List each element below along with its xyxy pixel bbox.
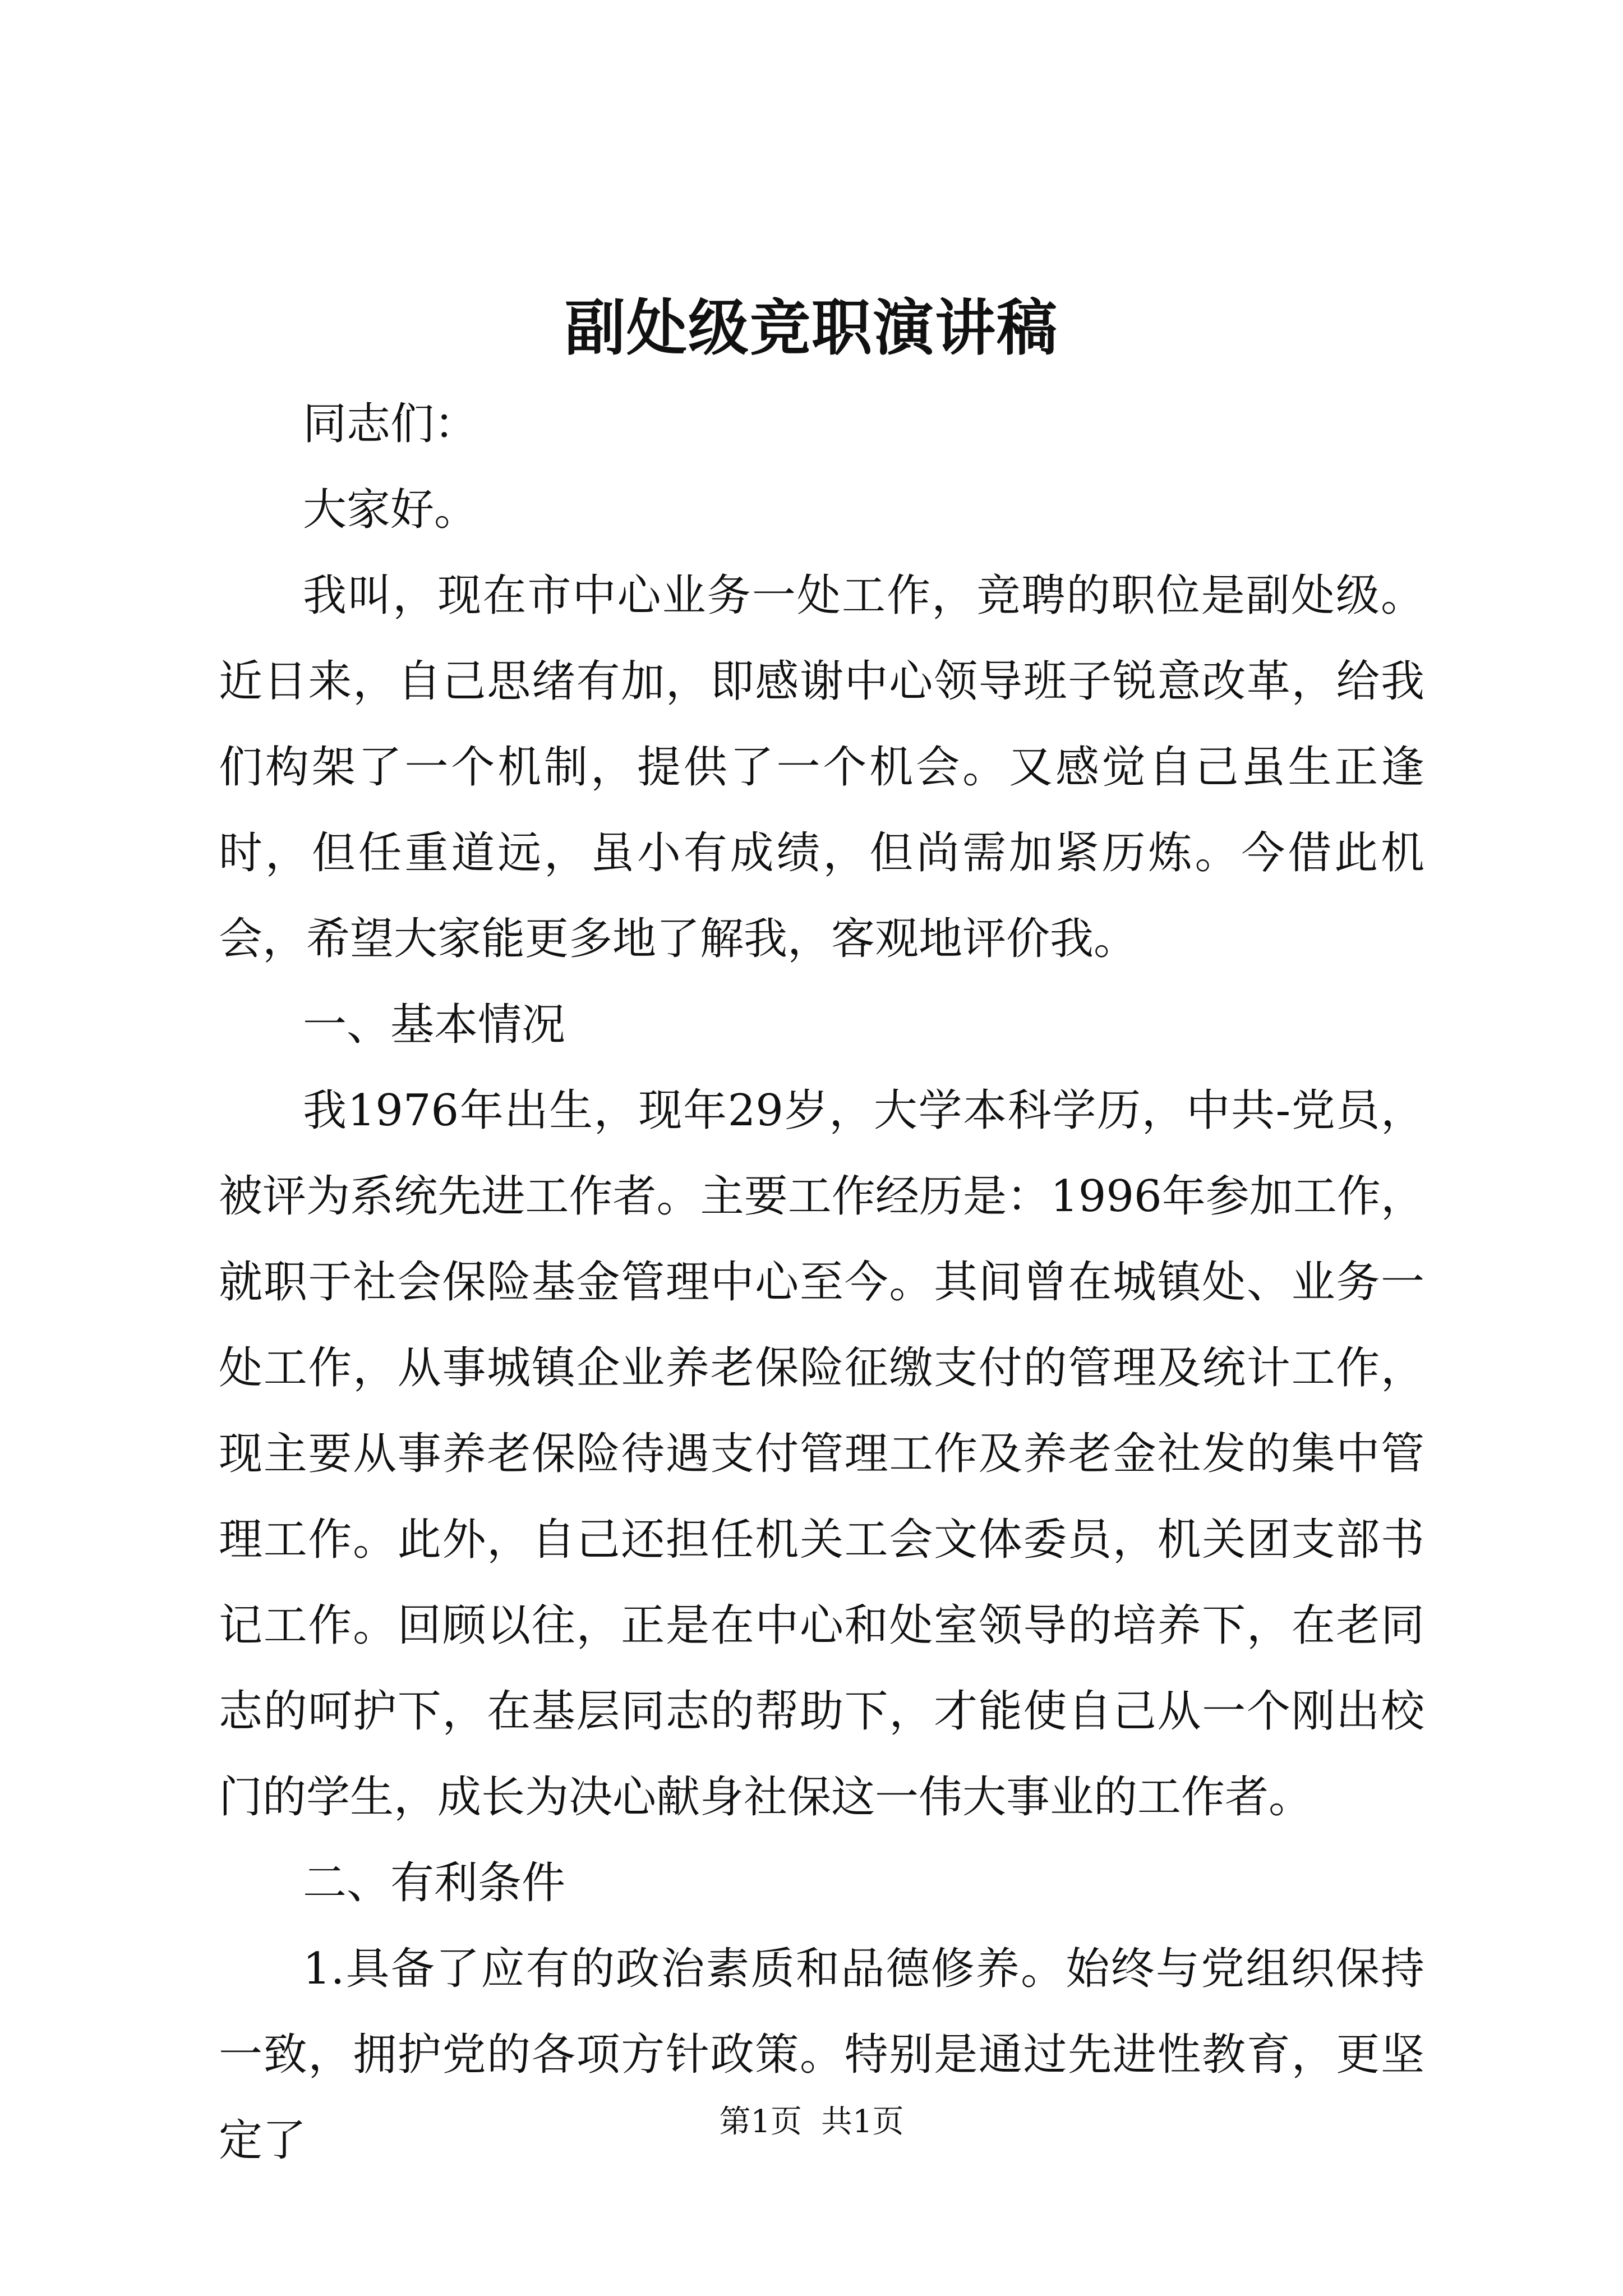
intro-paragraph: 我叫，现在市中心业务一处工作，竞聘的职位是副处级。近日来，自己思绪有加，即感谢中心领导班子锐意改革，给我们构架了一个机制，提供了一个机会。又感觉自己虽生正逢时，但任重道远，虽小有成绩，但尚需加紧历炼。今借此机会，希望大家能更多地了解我，客观地评价我。	[219, 570, 1424, 964]
page-total: 共1页	[821, 2104, 904, 2140]
page-footer	[0, 2102, 1623, 2142]
advantage-item-1: 1.具备了应有的政治素质和品德修养。始终与党组织保持一致，拥护党的各项方针政策。特别是通过先进性教育，更坚定了	[219, 1944, 1424, 2166]
page-number: 第1页	[719, 2104, 802, 2140]
document-body	[219, 381, 1424, 2184]
section-heading-advantages: 二、有利条件	[303, 1858, 566, 1908]
salutation: 同志们：	[303, 399, 478, 449]
basic-info-paragraph: 我1976年出生，现年29岁，大学本科学历，中共-党员，被评为系统先进工作者。主要工作经历是：1996年参加工作，就职于社会保险基金管理中心至今。其间曾在城镇处、业务一处工作，从事城镇企业养老保险征缴支付的管理及统计工作，现主要从事养老保险待遇支付管理工作及养老金社发的集中管理工作。此外，自己还担任机关工会文体委员，机关团支部书记工作。回顾以往，正是在中心和处室领导的培养下，在老同志的呵护下，在基层同志的帮助下，才能使自己从一个刚出校门的学生，成长为决心献身社保这一伟大事业的工作者。	[219, 1085, 1424, 1823]
section-heading-basic-info: 一、基本情况	[303, 1000, 566, 1050]
greeting: 大家好。	[303, 485, 478, 535]
document-title: 副处级竞职演讲稿	[564, 293, 1058, 364]
